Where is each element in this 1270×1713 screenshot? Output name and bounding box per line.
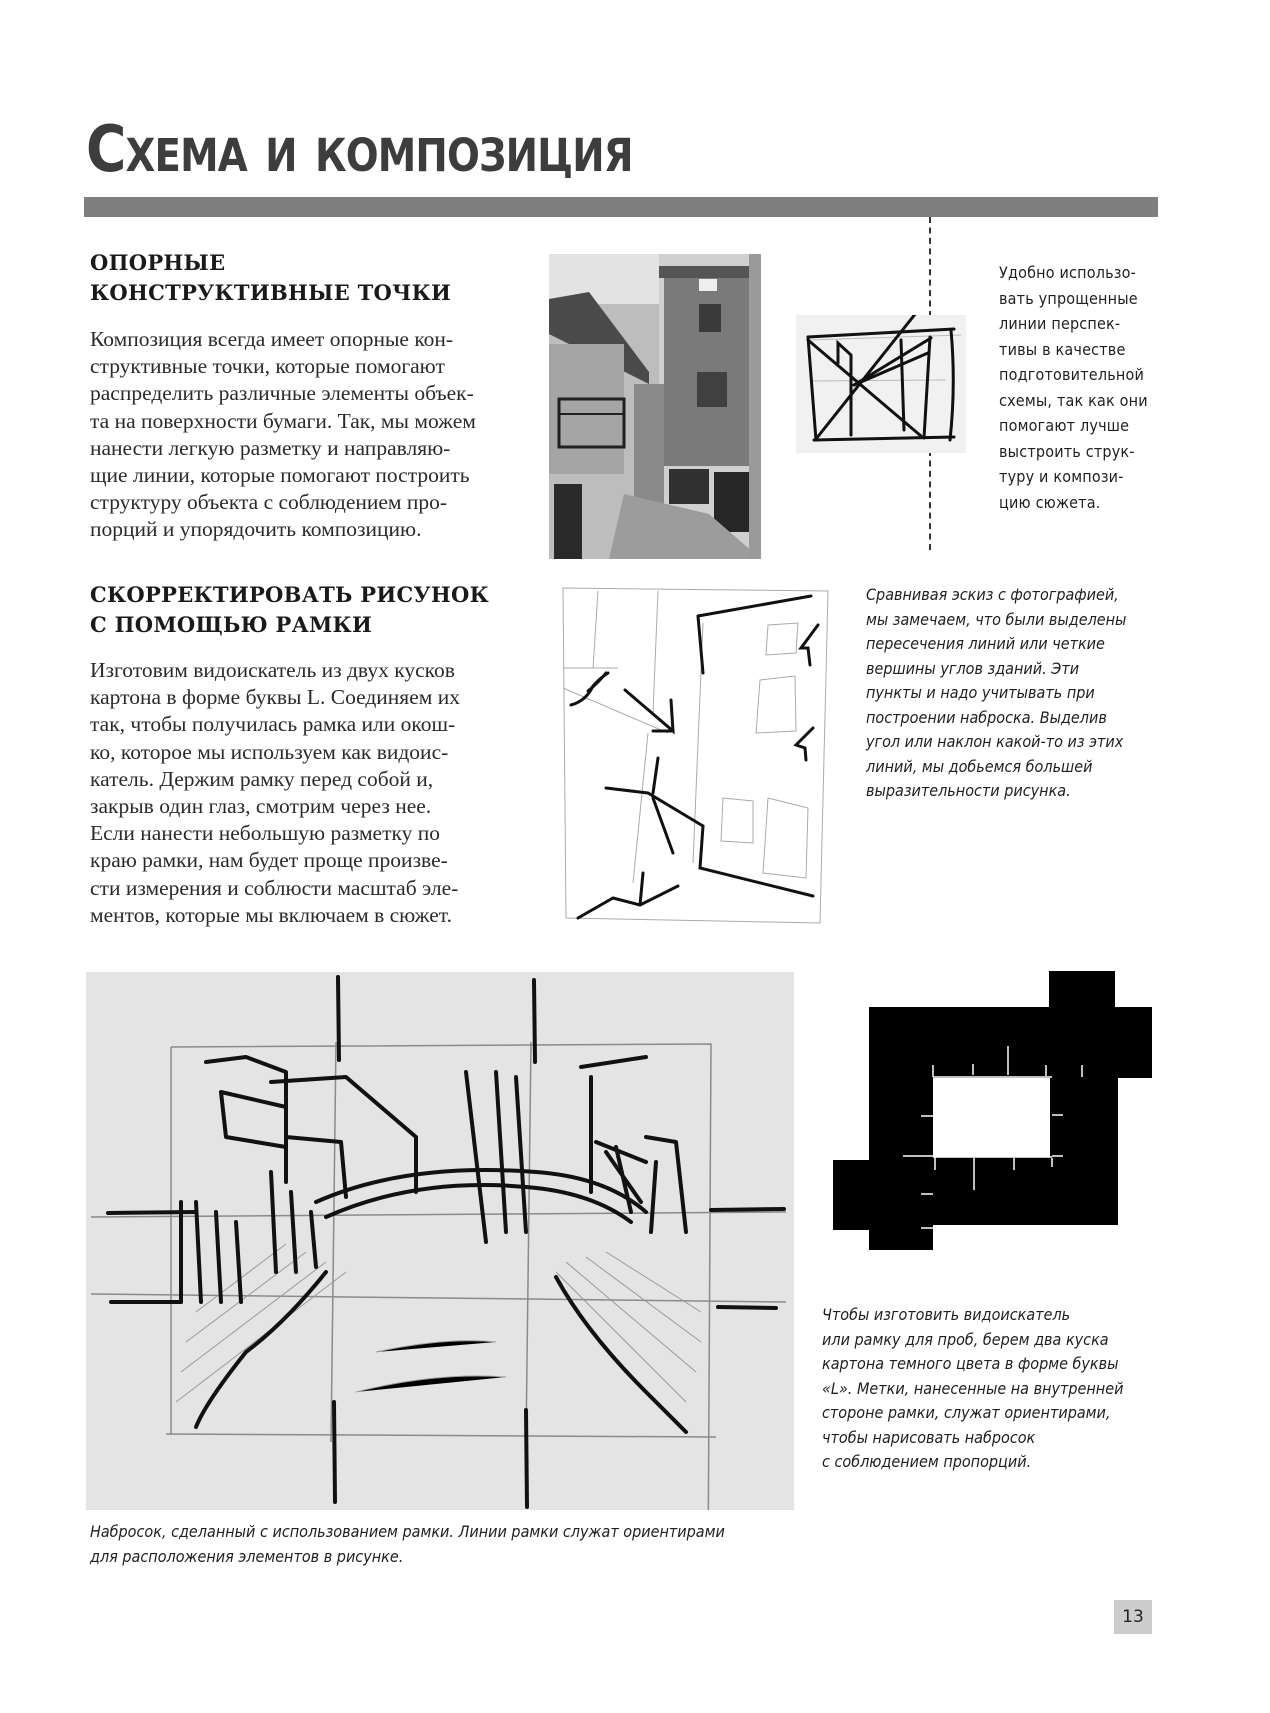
note-line: подготовительной [999, 365, 1145, 384]
caption-line: построении наброска. Выделив [866, 707, 1107, 727]
caption-line: Сравнивая эскиз с фотографией, [866, 585, 1119, 604]
framed-bridge-sketch [86, 972, 794, 1510]
caption-line: пересечения линий или четкие [866, 634, 1105, 653]
note-line: линии перспек- [999, 314, 1121, 333]
dashed-divider-line [929, 217, 931, 317]
title-divider-bar [84, 197, 1158, 217]
perspective-side-note [999, 260, 1148, 515]
heading-line: С ПОМОЩЬЮ РАМКИ [90, 612, 373, 637]
text-line: закрыв один глаз, смотрим через нее. [90, 794, 432, 819]
caption-line: выразительности рисунка. [866, 781, 1071, 800]
line-sketch [558, 583, 833, 928]
caption-line: для расположения элементов в рисунке. [90, 1546, 404, 1566]
heading-line: СКОРРЕКТИРОВАТЬ РИСУНОК [90, 582, 489, 607]
caption-line: Набросок, сделанный с использованием рамки. Линии рамки служат ориентирами [90, 1522, 725, 1541]
heading-line: КОНСТРУКТИВНЫЕ ТОЧКИ [90, 280, 452, 305]
text-line: ко, которое мы используем как видоис- [90, 739, 449, 764]
caption-line: с соблюдением пропорций. [822, 1452, 1032, 1471]
sketch-comparison-caption [866, 583, 1126, 804]
note-line: туру и компози- [999, 467, 1124, 486]
text-line: краю рамки, нам будет проще произве- [90, 848, 448, 873]
section-heading-reference-points [90, 248, 451, 308]
text-line: ментов, которые мы включаем в сюжет. [90, 902, 452, 927]
note-line: выстроить струк- [999, 441, 1135, 461]
dashed-divider-line [929, 450, 931, 550]
caption-line: Чтобы изготовить видоискатель [822, 1305, 1071, 1324]
caption-line: пункты и надо учитывать при [866, 683, 1095, 702]
text-line: нанести легкую разметку и направляю- [90, 435, 451, 460]
section-body-reference-points [90, 326, 520, 544]
text-line: Композиция всегда имеет опорные кон- [90, 327, 454, 351]
section-body-frame-correction [90, 657, 520, 929]
text-line: структивные точки, которые помогают [90, 354, 445, 379]
text-line: катель. Держим рамку перед собой и, [90, 766, 434, 791]
l-shaped-viewfinder [830, 960, 1170, 1270]
text-line: структуру объекта с соблюдением про- [90, 490, 448, 515]
viewfinder-caption [822, 1303, 1123, 1475]
page-title: Схема и композиция [86, 113, 633, 187]
caption-line: линий, мы добьемся большей [866, 756, 1093, 776]
caption-line: угол или наклон какой-то из этих [866, 732, 1124, 751]
text-line: та на поверхности бумаги. Так, мы можем [90, 408, 476, 433]
text-line: Если нанести небольшую разметку по [90, 821, 441, 846]
caption-line: или рамку для проб, берем два куска [822, 1329, 1109, 1349]
note-line: Удобно использо- [999, 263, 1136, 282]
note-line: тивы в качестве [999, 339, 1126, 359]
text-line: так, чтобы получилась рамка или окош- [90, 712, 456, 737]
caption-line: чтобы нарисовать набросок [822, 1427, 1036, 1447]
text-line: щие линии, которые помогают построить [90, 463, 470, 488]
text-line: сти измерения и соблюсти масштаб эле- [90, 875, 459, 900]
framed-sketch-caption [90, 1520, 725, 1569]
note-line: помогают лучше [999, 416, 1130, 435]
text-line: картона в форме буквы L. Соединяем их [90, 685, 460, 710]
text-line: порций и упорядочить композицию. [90, 517, 422, 542]
page-number: 13 [1114, 1600, 1152, 1634]
note-line: вать упрощенные [999, 288, 1138, 308]
note-line: цию сюжета. [999, 492, 1101, 512]
heading-line: ОПОРНЫЕ [90, 250, 226, 275]
caption-line: вершины углов зданий. Эти [866, 658, 1080, 678]
street-photo [549, 254, 761, 559]
caption-line: картона темного цвета в форме буквы [822, 1354, 1119, 1373]
text-line: распределить различные элементы объек- [90, 381, 474, 406]
caption-line: мы замечаем, что были выделены [866, 609, 1127, 629]
section-heading-frame-correction [90, 580, 489, 640]
text-line: Изготовим видоискатель из двух кусков [90, 658, 455, 682]
note-line: схемы, так как они [999, 390, 1148, 410]
perspective-sketch [796, 315, 966, 453]
caption-line: стороне рамки, служат ориентирами, [822, 1403, 1111, 1422]
caption-line: «L». Метки, нанесенные на внутренней [822, 1378, 1124, 1398]
